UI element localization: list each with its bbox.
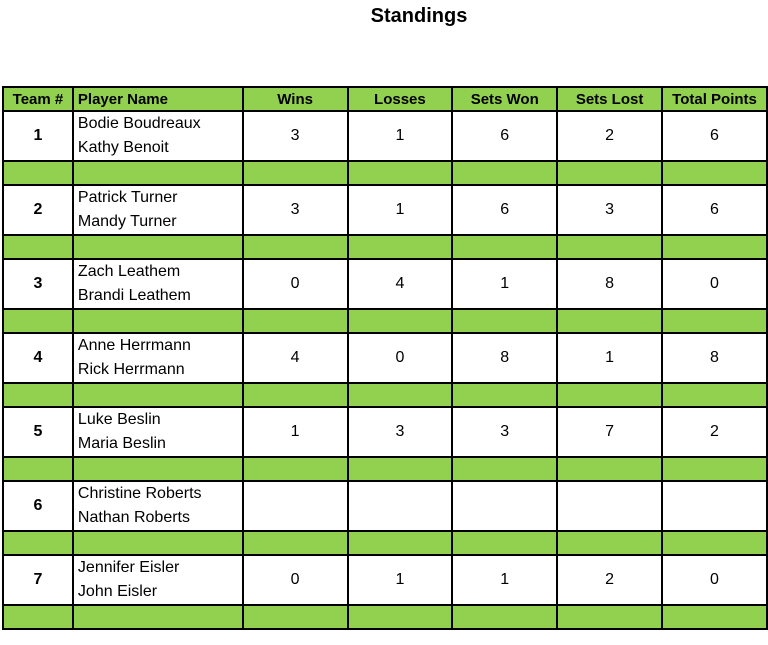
separator-cell bbox=[452, 161, 557, 185]
separator-cell bbox=[662, 605, 767, 629]
team-number-cell: 2 bbox=[3, 185, 73, 235]
separator-cell bbox=[662, 383, 767, 407]
separator-cell bbox=[348, 457, 453, 481]
separator-cell bbox=[73, 161, 243, 185]
separator-cell bbox=[3, 309, 73, 333]
losses-cell: 1 bbox=[348, 555, 453, 605]
page-title: Standings bbox=[370, 5, 468, 27]
losses-cell: 0 bbox=[348, 333, 453, 383]
losses-cell: 3 bbox=[348, 407, 453, 457]
separator-cell bbox=[662, 531, 767, 555]
team-number-cell: 4 bbox=[3, 333, 73, 383]
separator-cell bbox=[243, 531, 348, 555]
team-row bbox=[3, 185, 767, 235]
separator-row bbox=[3, 383, 767, 407]
sets-won-cell bbox=[452, 481, 557, 531]
player-name-cell bbox=[73, 333, 243, 383]
separator-cell bbox=[73, 309, 243, 333]
separator-cell bbox=[452, 605, 557, 629]
wins-cell: 0 bbox=[243, 555, 348, 605]
separator-cell bbox=[73, 235, 243, 259]
separator-cell bbox=[557, 531, 662, 555]
separator-row bbox=[3, 605, 767, 629]
wins-cell: 4 bbox=[243, 333, 348, 383]
separator-cell bbox=[243, 161, 348, 185]
wins-cell: 3 bbox=[243, 185, 348, 235]
wins-cell: 1 bbox=[243, 407, 348, 457]
column-header-sets-won: Sets Won bbox=[452, 87, 557, 111]
separator-cell bbox=[243, 383, 348, 407]
player-name: Rick Herrmann bbox=[77, 361, 185, 378]
player-name: Mandy Turner bbox=[77, 213, 177, 230]
separator-cell bbox=[243, 309, 348, 333]
separator-cell bbox=[452, 531, 557, 555]
separator-cell bbox=[73, 605, 243, 629]
wins-cell: 0 bbox=[243, 259, 348, 309]
player-name: Anne Herrmann bbox=[77, 337, 191, 354]
column-header-player-name: Player Name bbox=[73, 87, 243, 111]
sets-lost-cell: 8 bbox=[557, 259, 662, 309]
separator-cell bbox=[348, 235, 453, 259]
team-row bbox=[3, 333, 767, 383]
separator-cell bbox=[557, 383, 662, 407]
separator-cell bbox=[348, 161, 453, 185]
separator-cell bbox=[3, 161, 73, 185]
team-row bbox=[3, 555, 767, 605]
separator-cell bbox=[452, 309, 557, 333]
total-points-cell: 6 bbox=[662, 111, 767, 161]
player-name: Maria Beslin bbox=[77, 435, 166, 452]
separator-row bbox=[3, 457, 767, 481]
player-name: Bodie Boudreaux bbox=[77, 115, 201, 132]
separator-cell bbox=[348, 383, 453, 407]
losses-cell: 1 bbox=[348, 111, 453, 161]
separator-cell bbox=[557, 161, 662, 185]
separator-cell bbox=[557, 235, 662, 259]
player-name: Christine Roberts bbox=[77, 485, 202, 502]
sets-won-cell: 6 bbox=[452, 185, 557, 235]
separator-cell bbox=[243, 457, 348, 481]
sets-lost-cell: 1 bbox=[557, 333, 662, 383]
separator-cell bbox=[3, 457, 73, 481]
player-name: John Eisler bbox=[77, 583, 158, 600]
team-number-cell: 7 bbox=[3, 555, 73, 605]
sets-won-cell: 3 bbox=[452, 407, 557, 457]
player-name-cell bbox=[73, 481, 243, 531]
sets-lost-cell bbox=[557, 481, 662, 531]
player-name-cell bbox=[73, 185, 243, 235]
separator-cell bbox=[73, 457, 243, 481]
column-header-wins: Wins bbox=[243, 87, 348, 111]
player-name-cell bbox=[73, 111, 243, 161]
team-number-cell: 3 bbox=[3, 259, 73, 309]
separator-row bbox=[3, 309, 767, 333]
separator-cell bbox=[662, 309, 767, 333]
sets-lost-cell: 3 bbox=[557, 185, 662, 235]
column-header-total-points: Total Points bbox=[662, 87, 767, 111]
total-points-cell: 0 bbox=[662, 555, 767, 605]
player-name-cell bbox=[73, 555, 243, 605]
separator-cell bbox=[662, 457, 767, 481]
player-name: Nathan Roberts bbox=[77, 509, 190, 526]
player-name: Kathy Benoit bbox=[77, 139, 169, 156]
column-header-losses: Losses bbox=[348, 87, 453, 111]
player-name-cell bbox=[73, 259, 243, 309]
separator-cell bbox=[452, 383, 557, 407]
separator-row bbox=[3, 161, 767, 185]
separator-cell bbox=[73, 531, 243, 555]
separator-cell bbox=[243, 235, 348, 259]
sets-won-cell: 6 bbox=[452, 111, 557, 161]
sets-won-cell: 1 bbox=[452, 259, 557, 309]
losses-cell: 4 bbox=[348, 259, 453, 309]
team-number-cell: 5 bbox=[3, 407, 73, 457]
player-name: Jennifer Eisler bbox=[77, 559, 180, 576]
losses-cell bbox=[348, 481, 453, 531]
separator-cell bbox=[452, 235, 557, 259]
separator-cell bbox=[557, 309, 662, 333]
player-name: Luke Beslin bbox=[77, 411, 161, 428]
separator-row bbox=[3, 531, 767, 555]
separator-cell bbox=[3, 235, 73, 259]
sets-won-cell: 1 bbox=[452, 555, 557, 605]
separator-cell bbox=[73, 383, 243, 407]
separator-cell bbox=[3, 531, 73, 555]
separator-cell bbox=[3, 605, 73, 629]
team-row bbox=[3, 481, 767, 531]
player-name: Brandi Leathem bbox=[77, 287, 191, 304]
team-row bbox=[3, 259, 767, 309]
header-row bbox=[3, 87, 767, 111]
separator-cell bbox=[3, 383, 73, 407]
separator-cell bbox=[557, 457, 662, 481]
column-header-team: Team # bbox=[3, 87, 73, 111]
total-points-cell: 8 bbox=[662, 333, 767, 383]
team-row bbox=[3, 111, 767, 161]
total-points-cell bbox=[662, 481, 767, 531]
separator-row bbox=[3, 235, 767, 259]
sets-lost-cell: 2 bbox=[557, 111, 662, 161]
team-row bbox=[3, 407, 767, 457]
separator-cell bbox=[348, 531, 453, 555]
separator-cell bbox=[348, 605, 453, 629]
separator-cell bbox=[348, 309, 453, 333]
total-points-cell: 0 bbox=[662, 259, 767, 309]
sets-lost-cell: 7 bbox=[557, 407, 662, 457]
total-points-cell: 2 bbox=[662, 407, 767, 457]
separator-cell bbox=[662, 161, 767, 185]
wins-cell: 3 bbox=[243, 111, 348, 161]
sets-lost-cell: 2 bbox=[557, 555, 662, 605]
total-points-cell: 6 bbox=[662, 185, 767, 235]
player-name: Zach Leathem bbox=[77, 263, 181, 280]
player-name: Patrick Turner bbox=[77, 189, 178, 206]
team-number-cell: 6 bbox=[3, 481, 73, 531]
standings-table bbox=[2, 86, 768, 630]
team-number-cell: 1 bbox=[3, 111, 73, 161]
wins-cell bbox=[243, 481, 348, 531]
player-name-cell bbox=[73, 407, 243, 457]
column-header-sets-lost: Sets Lost bbox=[557, 87, 662, 111]
separator-cell bbox=[452, 457, 557, 481]
separator-cell bbox=[662, 235, 767, 259]
separator-cell bbox=[557, 605, 662, 629]
sets-won-cell: 8 bbox=[452, 333, 557, 383]
losses-cell: 1 bbox=[348, 185, 453, 235]
separator-cell bbox=[243, 605, 348, 629]
